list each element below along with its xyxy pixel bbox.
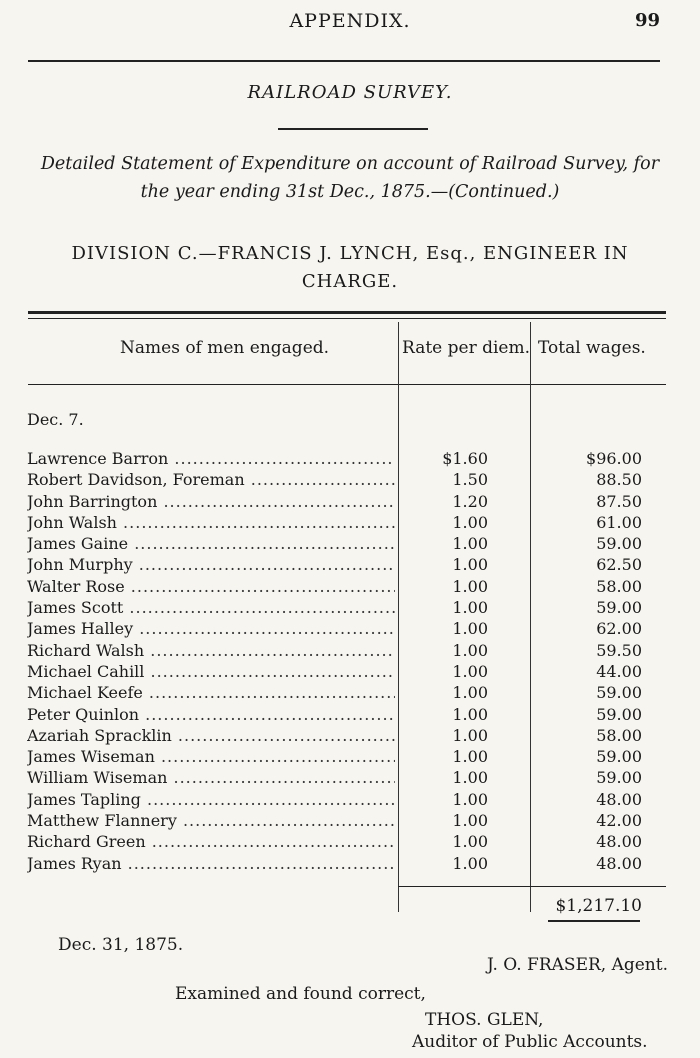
table-row <box>0 853 700 874</box>
table-row <box>0 448 700 469</box>
rate-value: 1.00 <box>452 747 488 767</box>
entry-date: Dec. 7. <box>27 410 84 429</box>
table-row <box>0 533 700 554</box>
rate-value: 1.00 <box>452 725 488 745</box>
worker-name: John Murphy ..... <box>27 554 395 575</box>
worker-name: James Ryan ..... <box>27 853 395 874</box>
worker-name: John Walsh ..... <box>27 512 395 533</box>
total-value: 44.00 <box>596 661 642 681</box>
total-value: 59.00 <box>596 683 642 703</box>
table-row <box>0 746 700 767</box>
total-value: $96.00 <box>586 449 642 468</box>
total-value: 87.50 <box>596 491 642 511</box>
column-header-names: Names of men engaged. <box>120 338 330 358</box>
total-value: 62.00 <box>596 619 642 639</box>
worker-name: Robert Davidson, Foreman ..... <box>27 469 395 490</box>
table-row <box>0 661 700 682</box>
auditor-name: THOS. GLEN, <box>425 1010 544 1030</box>
footer-date: Dec. 31, 1875. <box>58 935 184 955</box>
table-row <box>0 491 700 512</box>
wages-table <box>0 448 700 874</box>
table-row <box>0 810 700 831</box>
table-row <box>0 469 700 490</box>
total-value: 59.50 <box>596 640 642 660</box>
rate-value: $1.60 <box>442 449 488 468</box>
worker-name: Lawrence Barron ..... <box>27 448 395 469</box>
table-row <box>0 725 700 746</box>
statement-line-2: the year ending 31st Dec., 1875.—(Continued.) <box>140 182 560 202</box>
table-row <box>0 618 700 639</box>
total-value: 61.00 <box>596 512 642 532</box>
running-header: APPENDIX. <box>289 10 411 32</box>
examined-note: Examined and found correct, <box>175 984 426 1004</box>
worker-name: James Halley ..... <box>27 618 395 639</box>
rate-value: 1.00 <box>452 576 488 596</box>
worker-name: Richard Walsh ..... <box>27 640 395 661</box>
table-row <box>0 597 700 618</box>
rate-value: 1.00 <box>452 811 488 831</box>
rate-value: 1.00 <box>452 640 488 660</box>
total-value: 48.00 <box>596 853 642 873</box>
rate-value: 1.00 <box>452 598 488 618</box>
agent-signature: J. O. FRASER, Agent. <box>487 955 668 975</box>
total-value: 58.00 <box>596 725 642 745</box>
title-underline <box>278 128 428 130</box>
worker-name: Walter Rose ..... <box>27 576 395 597</box>
worker-name: James Tapling ..... <box>27 789 395 810</box>
grand-total-underline <box>548 920 640 922</box>
rate-value: 1.00 <box>452 704 488 724</box>
rate-value: 1.50 <box>452 470 488 490</box>
statement-line-1: Detailed Statement of Expenditure on account of Railroad Survey, for <box>40 154 660 174</box>
column-header-total: Total wages. <box>538 338 646 358</box>
header-bottom-rule <box>28 384 666 385</box>
table-row <box>0 512 700 533</box>
table-row <box>0 554 700 575</box>
auditor-title: Auditor of Public Accounts. <box>412 1032 648 1052</box>
table-top-rule-thick <box>28 311 666 314</box>
total-value: 48.00 <box>596 789 642 809</box>
rate-value: 1.00 <box>452 619 488 639</box>
table-top-rule-thin <box>28 318 666 319</box>
table-row <box>0 831 700 852</box>
total-rule <box>398 886 666 887</box>
total-value: 62.50 <box>596 555 642 575</box>
total-value: 59.00 <box>596 534 642 554</box>
table-row <box>0 682 700 703</box>
worker-name: Richard Green ..... <box>27 831 395 852</box>
division-line-2: CHARGE. <box>301 271 399 292</box>
worker-name: Peter Quinlon ..... <box>27 704 395 725</box>
table-row <box>0 576 700 597</box>
worker-name: Michael Keefe ..... <box>27 682 395 703</box>
rate-value: 1.00 <box>452 512 488 532</box>
worker-name: John Barrington ..... <box>27 491 395 512</box>
header-rule <box>28 60 660 62</box>
worker-name: Azariah Spracklin ..... <box>27 725 395 746</box>
worker-name: James Scott ..... <box>27 597 395 618</box>
table-row <box>0 704 700 725</box>
statement-heading <box>0 150 700 206</box>
total-value: 59.00 <box>596 704 642 724</box>
rate-value: 1.00 <box>452 789 488 809</box>
rate-value: 1.00 <box>452 661 488 681</box>
rate-value: 1.00 <box>452 534 488 554</box>
total-value: 59.00 <box>596 747 642 767</box>
table-row <box>0 789 700 810</box>
worker-name: James Wiseman ..... <box>27 746 395 767</box>
total-value: 88.50 <box>596 470 642 490</box>
grand-total: $1,217.10 <box>555 896 642 916</box>
table-row <box>0 767 700 788</box>
total-value: 59.00 <box>596 598 642 618</box>
section-title: RAILROAD SURVEY. <box>247 82 453 103</box>
worker-name: Michael Cahill ..... <box>27 661 395 682</box>
total-value: 59.00 <box>596 768 642 788</box>
worker-name: William Wiseman ..... <box>27 767 395 788</box>
total-value: 42.00 <box>596 811 642 831</box>
total-value: 48.00 <box>596 832 642 852</box>
rate-value: 1.00 <box>452 853 488 873</box>
worker-name: Matthew Flannery ..... <box>27 810 395 831</box>
table-row <box>0 640 700 661</box>
division-heading <box>0 240 700 296</box>
rate-value: 1.00 <box>452 555 488 575</box>
rate-value: 1.00 <box>452 832 488 852</box>
rate-value: 1.00 <box>452 683 488 703</box>
division-line-1: DIVISION C.—FRANCIS J. LYNCH, Esq., ENGINEER IN <box>71 243 629 264</box>
total-value: 58.00 <box>596 576 642 596</box>
worker-name: James Gaine ..... <box>27 533 395 554</box>
column-header-rate: Rate per diem. <box>402 338 530 358</box>
rate-value: 1.20 <box>452 491 488 511</box>
rate-value: 1.00 <box>452 768 488 788</box>
page-number: 99 <box>634 10 660 31</box>
